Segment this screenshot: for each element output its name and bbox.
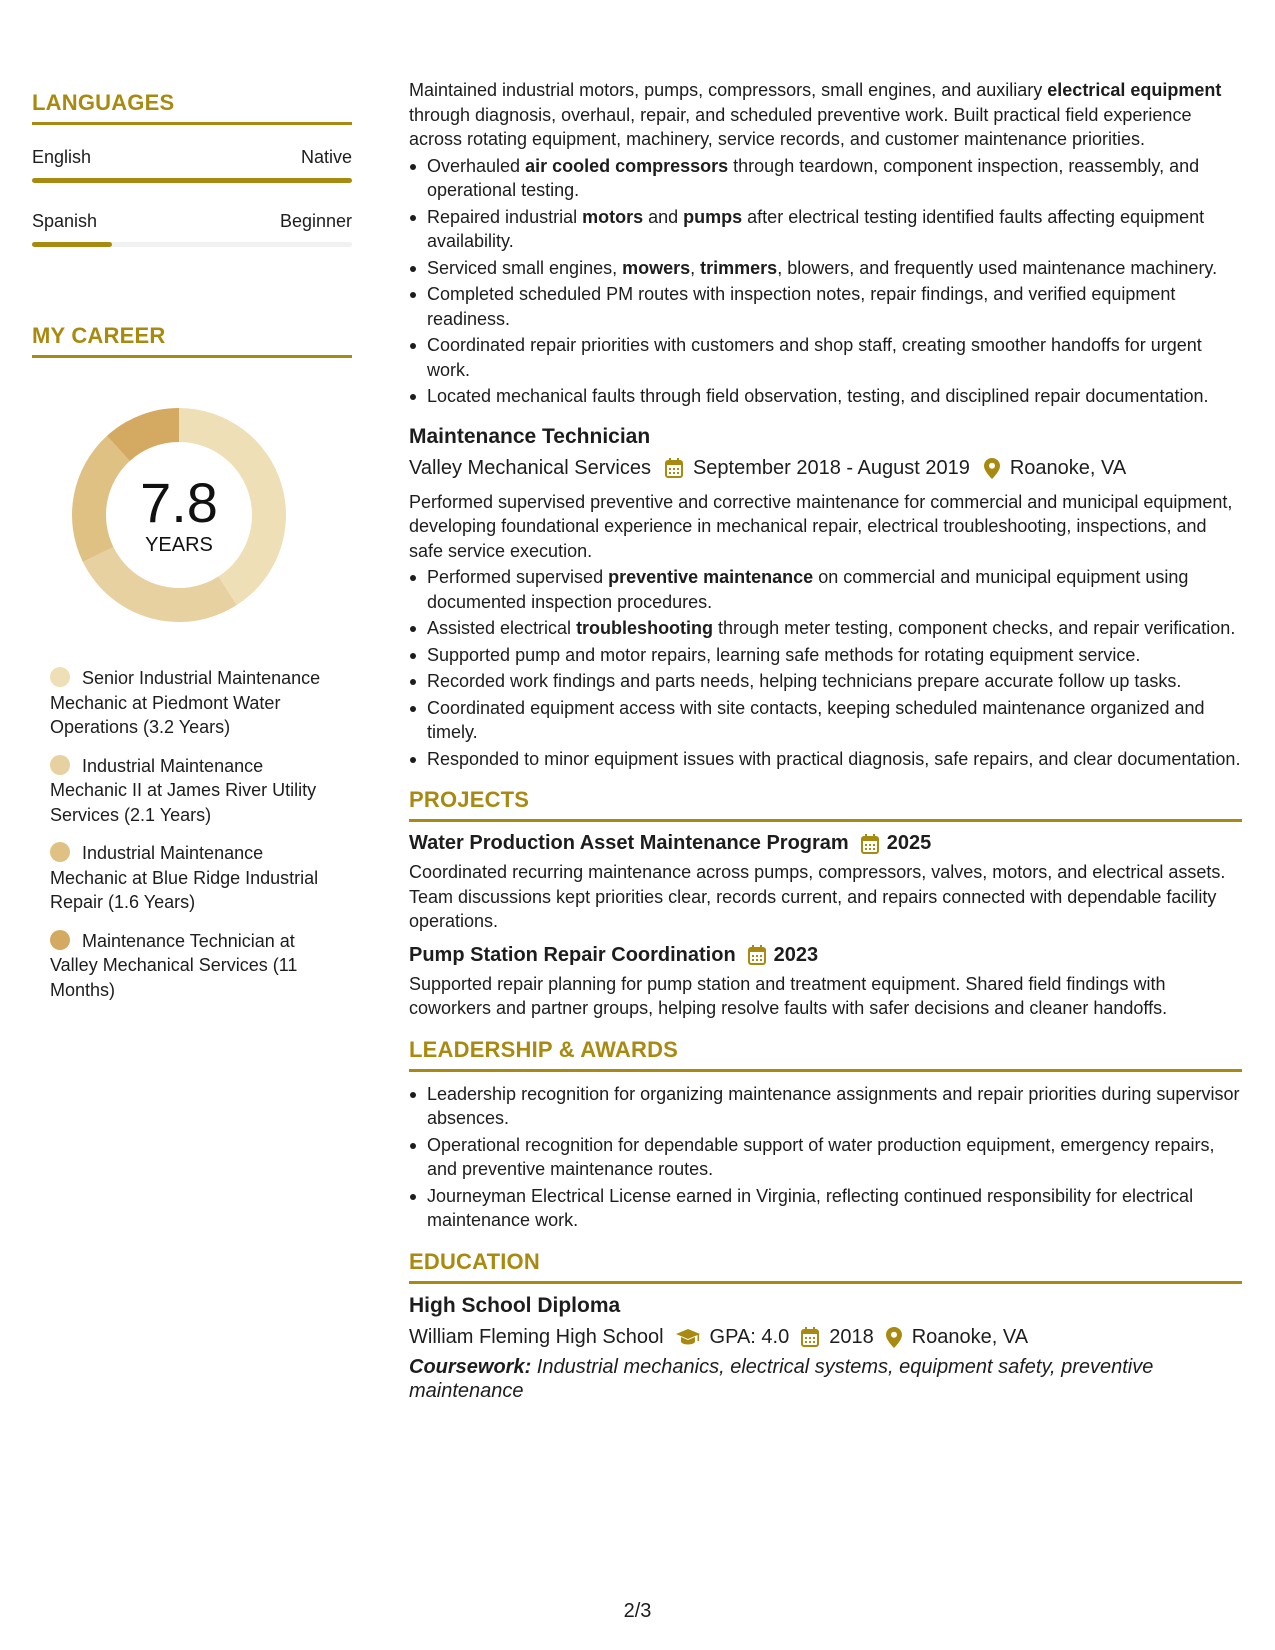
prev-job-summary: Maintained industrial motors, pumps, compressors, small engines, and auxiliary electrical equipment through diagnosis, overhaul, repair, and scheduled preventive work. Built practical field experience across rotating equipment, machinery, service records, and customer maintenance priorities. (409, 80, 1222, 149)
project-description: Coordinated recurring maintenance across pumps, compressors, valves, motors, and electrical assets. Team discussions kept priorities clear, records current, and repairs connected with dependable facility operations. (409, 862, 1226, 931)
career-legend-item (50, 841, 340, 915)
calendar-icon (748, 945, 766, 965)
career-legend (50, 666, 340, 1002)
career-donut-chart (64, 400, 294, 630)
bullet-item: Operational recognition for dependable support of water production equipment, emergency repairs, and preventive maintenance routes. (409, 1133, 1242, 1182)
legend-dot (50, 667, 70, 687)
bullet-item: Completed scheduled PM routes with inspection notes, repair findings, and verified equipment readiness. (409, 282, 1242, 331)
bullet-item: Overhauled air cooled compressors through teardown, component inspection, reassembly, and operational testing. (409, 154, 1242, 203)
project-item (409, 944, 1242, 1021)
job-bullets (409, 565, 1242, 771)
language-item-spanish (32, 211, 352, 247)
bullet-item: Repaired industrial motors and pumps after electrical testing identified faults affecting equipment availability. (409, 205, 1242, 254)
language-level: Beginner (279, 211, 352, 231)
calendar-icon (861, 834, 879, 854)
career-legend-item (50, 929, 340, 1003)
career-legend-item (50, 666, 340, 740)
legend-label: Senior Industrial Maintenance Mechanic at Piedmont Water Operations (3.2 Years) (50, 668, 321, 737)
map-pin-icon (984, 458, 1000, 479)
bullet-item: Serviced small engines, mowers, trimmers, blowers, and frequently used maintenance machinery. (409, 256, 1242, 281)
bullet-item: Supported pump and motor repairs, learning safe methods for rotating equipment service. (409, 643, 1242, 668)
education-school: William Fleming High School (409, 1325, 664, 1348)
job-location: Roanoke, VA (1009, 456, 1127, 479)
career-total-years: 7.8 (140, 470, 218, 534)
legend-label: Industrial Maintenance Mechanic II at James River Utility Services (2.1 Years) (50, 755, 317, 825)
bullet-item: Performed supervised preventive maintenance on commercial and municipal equipment using documented inspection procedures. (409, 565, 1242, 614)
language-proficiency-fill (32, 242, 112, 247)
project-description: Supported repair planning for pump station and treatment equipment. Shared field findings with coworkers and partner groups, helping resolve faults with safer decisions and cleaner handoffs. (409, 973, 1168, 1018)
awards-bullets (409, 1082, 1242, 1233)
language-name: Spanish (32, 211, 98, 231)
legend-dot (50, 755, 70, 775)
bullet-item: Journeyman Electrical License earned in Virginia, reflecting continued responsibility for electrical maintenance work. (409, 1184, 1242, 1233)
graduation-cap-icon (676, 1328, 700, 1346)
bullet-item: Leadership recognition for organizing maintenance assignments and repair priorities during supervisor absences. (409, 1082, 1242, 1131)
education-location: Roanoke, VA (911, 1325, 1029, 1348)
job-dates: September 2018 - August 2019 (692, 456, 970, 479)
job-summary: Performed supervised preventive and corrective maintenance for commercial and municipal equipment, developing foundational experience in mechanical repair, electrical troubleshooting, inspections, and safe service execution. (409, 491, 1233, 561)
calendar-icon (801, 1327, 819, 1347)
legend-dot (50, 842, 70, 862)
job-company: Valley Mechanical Services (409, 456, 651, 479)
language-proficiency-bar (32, 242, 352, 247)
project-title: Pump Station Repair Coordination (409, 943, 736, 966)
language-level: Native (300, 147, 352, 167)
sidebar (32, 90, 352, 1016)
legend-dot (50, 930, 70, 950)
education-coursework: Coursework: Industrial mechanics, electrical systems, equipment safety, preventive maintenance (409, 1355, 1154, 1402)
page-number: 2/3 (623, 1600, 652, 1622)
bullet-item: Coordinated repair priorities with customers and shop staff, creating smoother handoffs for urgent work. (409, 333, 1242, 382)
education-degree: High School Diploma (409, 1293, 621, 1317)
bullet-item: Assisted electrical troubleshooting through meter testing, component checks, and repair verification. (409, 616, 1242, 641)
bullet-item: Coordinated equipment access with site contacts, keeping scheduled maintenance organized and timely. (409, 696, 1242, 745)
language-name: English (32, 147, 92, 167)
job-meta (409, 457, 1242, 480)
bullet-item: Located mechanical faults through field observation, testing, and disciplined repair documentation. (409, 384, 1242, 409)
prev-job-bullets (409, 154, 1242, 409)
education-heading: EDUCATION (409, 1249, 1242, 1284)
map-pin-icon (886, 1327, 902, 1348)
main-content (409, 78, 1242, 1404)
career-total-unit: YEARS (145, 533, 213, 556)
language-proficiency-fill (32, 178, 352, 183)
career-heading: MY CAREER (32, 323, 352, 358)
bullet-item: Recorded work findings and parts needs, helping technicians prepare accurate follow up tasks. (409, 669, 1242, 694)
project-title: Water Production Asset Maintenance Program (409, 832, 849, 854)
project-year: 2023 (773, 943, 819, 966)
language-item-english (32, 147, 352, 183)
legend-label: Maintenance Technician at Valley Mechanical Services (11 Months) (50, 930, 298, 1000)
education-meta (409, 1326, 1242, 1349)
project-item (409, 832, 1242, 934)
education-year: 2018 (829, 1325, 874, 1348)
project-year: 2025 (886, 832, 932, 854)
language-proficiency-bar (32, 178, 352, 183)
projects-heading: PROJECTS (409, 787, 1242, 822)
legend-label: Industrial Maintenance Mechanic at Blue Ridge Industrial Repair (1.6 Years) (50, 843, 319, 912)
job-title: Maintenance Technician (409, 424, 651, 448)
languages-heading: LANGUAGES (32, 90, 352, 125)
career-legend-item (50, 754, 340, 828)
awards-heading: LEADERSHIP & AWARDS (409, 1037, 1242, 1072)
education-gpa: GPA: 4.0 (709, 1325, 790, 1348)
calendar-icon (665, 458, 683, 478)
bullet-item: Responded to minor equipment issues with practical diagnosis, safe repairs, and clear documentation. (409, 747, 1242, 772)
